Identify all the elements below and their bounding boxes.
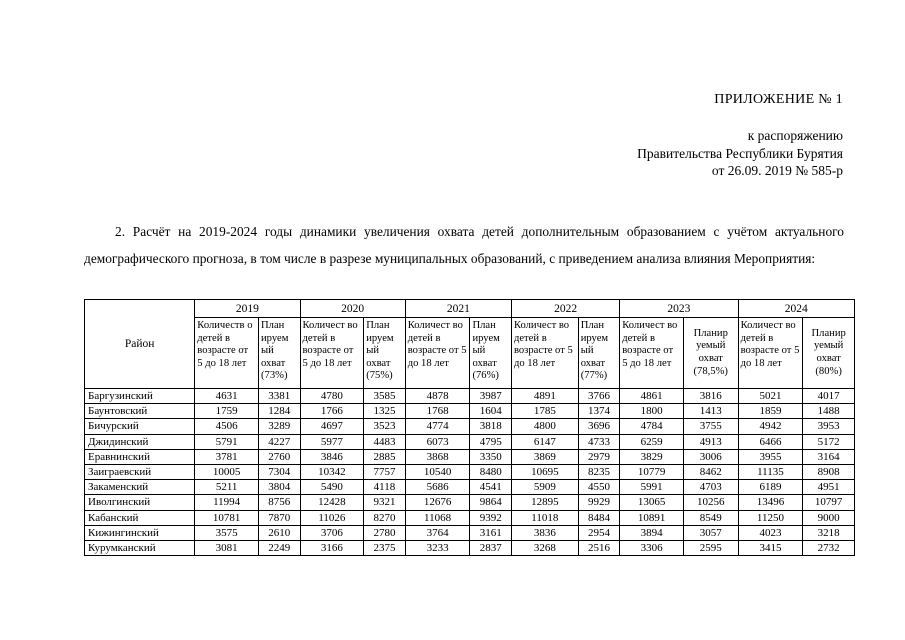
planned-coverage-cell: 10797 <box>803 495 855 510</box>
children-count-cell: 6147 <box>511 434 578 449</box>
planned-coverage-cell: 2610 <box>259 525 300 540</box>
planned-coverage-cell: 2885 <box>364 449 405 464</box>
children-count-cell: 3955 <box>738 449 803 464</box>
children-count-cell: 6259 <box>620 434 684 449</box>
children-count-cell: 4784 <box>620 419 684 434</box>
children-count-cell: 10695 <box>511 464 578 479</box>
planned-coverage-cell: 5172 <box>803 434 855 449</box>
year-header: 2020 <box>300 300 405 318</box>
children-count-cell: 3829 <box>620 449 684 464</box>
region-name-cell: Кижингинский <box>85 525 195 540</box>
children-count-cell: 3306 <box>620 540 684 555</box>
annex-title: ПРИЛОЖЕНИЕ № 1 <box>714 92 843 107</box>
planned-coverage-cell: 10256 <box>683 495 738 510</box>
coverage-table <box>84 299 855 556</box>
planned-coverage-header: План ируем ый охват (75%) <box>364 318 405 389</box>
planned-coverage-cell: 3987 <box>470 389 511 404</box>
planned-coverage-cell: 2979 <box>578 449 619 464</box>
children-count-cell: 5909 <box>511 480 578 495</box>
year-header: 2022 <box>511 300 619 318</box>
planned-coverage-cell: 4017 <box>803 389 855 404</box>
children-count-header: Количест во детей в возрасте от 5 до 18 лет <box>738 318 803 389</box>
children-count-cell: 4942 <box>738 419 803 434</box>
year-header: 2024 <box>738 300 854 318</box>
region-name-cell: Заиграевский <box>85 464 195 479</box>
children-count-cell: 3415 <box>738 540 803 555</box>
table-row <box>85 525 855 540</box>
table-row <box>85 389 855 404</box>
planned-coverage-cell: 3350 <box>470 449 511 464</box>
children-count-cell: 10540 <box>405 464 470 479</box>
planned-coverage-cell: 3696 <box>578 419 619 434</box>
planned-coverage-cell: 3289 <box>259 419 300 434</box>
children-count-cell: 5977 <box>300 434 364 449</box>
planned-coverage-cell: 4483 <box>364 434 405 449</box>
children-count-cell: 4774 <box>405 419 470 434</box>
children-count-cell: 4780 <box>300 389 364 404</box>
planned-coverage-cell: 2375 <box>364 540 405 555</box>
children-count-cell: 5791 <box>195 434 259 449</box>
planned-coverage-cell: 4913 <box>683 434 738 449</box>
planned-coverage-cell: 3766 <box>578 389 619 404</box>
children-count-cell: 6073 <box>405 434 470 449</box>
planned-coverage-cell: 2595 <box>683 540 738 555</box>
region-name-cell: Баунтовский <box>85 404 195 419</box>
planned-coverage-cell: 3755 <box>683 419 738 434</box>
planned-coverage-cell: 4550 <box>578 480 619 495</box>
table-row <box>85 419 855 434</box>
year-header: 2019 <box>195 300 300 318</box>
children-count-header: Количеств о детей в возрасте от 5 до 18 лет <box>195 318 259 389</box>
region-name-cell: Кабанский <box>85 510 195 525</box>
planned-coverage-cell: 8235 <box>578 464 619 479</box>
planned-coverage-cell: 7304 <box>259 464 300 479</box>
region-name-cell: Бичурский <box>85 419 195 434</box>
children-count-cell: 3869 <box>511 449 578 464</box>
planned-coverage-cell: 8480 <box>470 464 511 479</box>
children-count-cell: 6189 <box>738 480 803 495</box>
children-count-header: Количест во детей в возрасте от 5 до 18 лет <box>405 318 470 389</box>
children-count-cell: 5991 <box>620 480 684 495</box>
table-row <box>85 434 855 449</box>
region-header: Район <box>85 300 195 389</box>
year-header: 2023 <box>620 300 738 318</box>
region-name-cell: Еравнинский <box>85 449 195 464</box>
subheader-row <box>85 318 855 389</box>
planned-coverage-cell: 3164 <box>803 449 855 464</box>
planned-coverage-cell: 7870 <box>259 510 300 525</box>
children-count-cell: 5021 <box>738 389 803 404</box>
children-count-cell: 3836 <box>511 525 578 540</box>
planned-coverage-cell: 8756 <box>259 495 300 510</box>
order-line: от 26.09. 2019 № 585-р <box>711 163 843 178</box>
table-row <box>85 540 855 555</box>
planned-coverage-cell: 2249 <box>259 540 300 555</box>
planned-coverage-cell: 3381 <box>259 389 300 404</box>
children-count-cell: 1759 <box>195 404 259 419</box>
children-count-cell: 13496 <box>738 495 803 510</box>
children-count-cell: 1766 <box>300 404 364 419</box>
planned-coverage-cell: 2837 <box>470 540 511 555</box>
children-count-cell: 11018 <box>511 510 578 525</box>
children-count-cell: 11026 <box>300 510 364 525</box>
children-count-header: Количест во детей в возрасте от 5 до 18 лет <box>300 318 364 389</box>
children-count-cell: 11068 <box>405 510 470 525</box>
children-count-cell: 3868 <box>405 449 470 464</box>
planned-coverage-cell: 2954 <box>578 525 619 540</box>
children-count-cell: 4800 <box>511 419 578 434</box>
children-count-cell: 13065 <box>620 495 684 510</box>
region-name-cell: Баргузинский <box>85 389 195 404</box>
children-count-cell: 4861 <box>620 389 684 404</box>
children-count-cell: 3846 <box>300 449 364 464</box>
planned-coverage-cell: 1604 <box>470 404 511 419</box>
table-row <box>85 404 855 419</box>
planned-coverage-cell: 1374 <box>578 404 619 419</box>
planned-coverage-cell: 9392 <box>470 510 511 525</box>
table-body <box>85 389 855 556</box>
planned-coverage-cell: 3818 <box>470 419 511 434</box>
planned-coverage-cell: 3804 <box>259 480 300 495</box>
children-count-cell: 3781 <box>195 449 259 464</box>
children-count-cell: 1785 <box>511 404 578 419</box>
planned-coverage-cell: 3006 <box>683 449 738 464</box>
children-count-cell: 1768 <box>405 404 470 419</box>
children-count-cell: 4631 <box>195 389 259 404</box>
intro-paragraph <box>84 219 844 272</box>
children-count-cell: 10891 <box>620 510 684 525</box>
children-count-cell: 3268 <box>511 540 578 555</box>
planned-coverage-cell: 2732 <box>803 540 855 555</box>
planned-coverage-header: Планир уемый охват (80%) <box>803 318 855 389</box>
children-count-cell: 10779 <box>620 464 684 479</box>
children-count-cell: 5686 <box>405 480 470 495</box>
planned-coverage-cell: 4703 <box>683 480 738 495</box>
intro-text: 2. Расчёт на 2019-2024 годы динамики увеличения охвата детей дополнительным образованием с учётом актуального демографического прогноза, в том числе в разрезе муниципальных образований, с приведением анализа влияния Мероприятия: <box>84 224 844 266</box>
children-count-cell: 3894 <box>620 525 684 540</box>
planned-coverage-cell: 3585 <box>364 389 405 404</box>
table-row <box>85 495 855 510</box>
children-count-cell: 12895 <box>511 495 578 510</box>
planned-coverage-cell: 1413 <box>683 404 738 419</box>
children-count-cell: 4891 <box>511 389 578 404</box>
children-count-cell: 3764 <box>405 525 470 540</box>
planned-coverage-cell: 2780 <box>364 525 405 540</box>
children-count-cell: 4878 <box>405 389 470 404</box>
planned-coverage-header: План ируем ый охват (76%) <box>470 318 511 389</box>
planned-coverage-cell: 3953 <box>803 419 855 434</box>
children-count-cell: 1859 <box>738 404 803 419</box>
planned-coverage-header: План ируем ый охват (73%) <box>259 318 300 389</box>
planned-coverage-cell: 1325 <box>364 404 405 419</box>
planned-coverage-cell: 9929 <box>578 495 619 510</box>
planned-coverage-cell: 9321 <box>364 495 405 510</box>
planned-coverage-cell: 1488 <box>803 404 855 419</box>
children-count-cell: 11994 <box>195 495 259 510</box>
planned-coverage-cell: 7757 <box>364 464 405 479</box>
planned-coverage-cell: 4118 <box>364 480 405 495</box>
planned-coverage-cell: 2760 <box>259 449 300 464</box>
table-row <box>85 464 855 479</box>
region-name-cell: Курумканский <box>85 540 195 555</box>
planned-coverage-cell: 4227 <box>259 434 300 449</box>
planned-coverage-cell: 3218 <box>803 525 855 540</box>
planned-coverage-cell: 4541 <box>470 480 511 495</box>
table-row <box>85 449 855 464</box>
document-header <box>637 92 843 180</box>
children-count-cell: 11135 <box>738 464 803 479</box>
region-name-cell: Закаменский <box>85 480 195 495</box>
planned-coverage-cell: 4951 <box>803 480 855 495</box>
children-count-cell: 4506 <box>195 419 259 434</box>
children-count-cell: 6466 <box>738 434 803 449</box>
planned-coverage-cell: 3057 <box>683 525 738 540</box>
planned-coverage-cell: 4795 <box>470 434 511 449</box>
planned-coverage-cell: 9000 <box>803 510 855 525</box>
children-count-cell: 5211 <box>195 480 259 495</box>
table-row <box>85 510 855 525</box>
region-name-cell: Джидинский <box>85 434 195 449</box>
region-name-cell: Иволгинский <box>85 495 195 510</box>
planned-coverage-cell: 3523 <box>364 419 405 434</box>
order-line: Правительства Республики Бурятия <box>637 145 843 161</box>
planned-coverage-cell: 3161 <box>470 525 511 540</box>
planned-coverage-cell: 2516 <box>578 540 619 555</box>
year-header-row <box>85 300 855 318</box>
children-count-header: Количест во детей в возрасте от 5 до 18 лет <box>620 318 684 389</box>
children-count-cell: 4023 <box>738 525 803 540</box>
children-count-cell: 1800 <box>620 404 684 419</box>
planned-coverage-header: Планир уемый охват (78,5%) <box>683 318 738 389</box>
children-count-header: Количест во детей в возрасте от 5 до 18 лет <box>511 318 578 389</box>
planned-coverage-cell: 8462 <box>683 464 738 479</box>
children-count-cell: 3166 <box>300 540 364 555</box>
planned-coverage-cell: 1284 <box>259 404 300 419</box>
children-count-cell: 3081 <box>195 540 259 555</box>
children-count-cell: 4697 <box>300 419 364 434</box>
children-count-cell: 11250 <box>738 510 803 525</box>
order-reference <box>637 127 843 180</box>
table-row <box>85 480 855 495</box>
planned-coverage-header: План ируем ый охват (77%) <box>578 318 619 389</box>
planned-coverage-cell: 8549 <box>683 510 738 525</box>
children-count-cell: 10005 <box>195 464 259 479</box>
children-count-cell: 12676 <box>405 495 470 510</box>
children-count-cell: 12428 <box>300 495 364 510</box>
planned-coverage-cell: 8484 <box>578 510 619 525</box>
planned-coverage-cell: 9864 <box>470 495 511 510</box>
planned-coverage-cell: 3816 <box>683 389 738 404</box>
children-count-cell: 3706 <box>300 525 364 540</box>
children-count-cell: 3233 <box>405 540 470 555</box>
planned-coverage-cell: 4733 <box>578 434 619 449</box>
children-count-cell: 5490 <box>300 480 364 495</box>
planned-coverage-cell: 8270 <box>364 510 405 525</box>
year-header: 2021 <box>405 300 511 318</box>
children-count-cell: 3575 <box>195 525 259 540</box>
children-count-cell: 10342 <box>300 464 364 479</box>
order-line: к распоряжению <box>747 128 843 143</box>
children-count-cell: 10781 <box>195 510 259 525</box>
planned-coverage-cell: 8908 <box>803 464 855 479</box>
